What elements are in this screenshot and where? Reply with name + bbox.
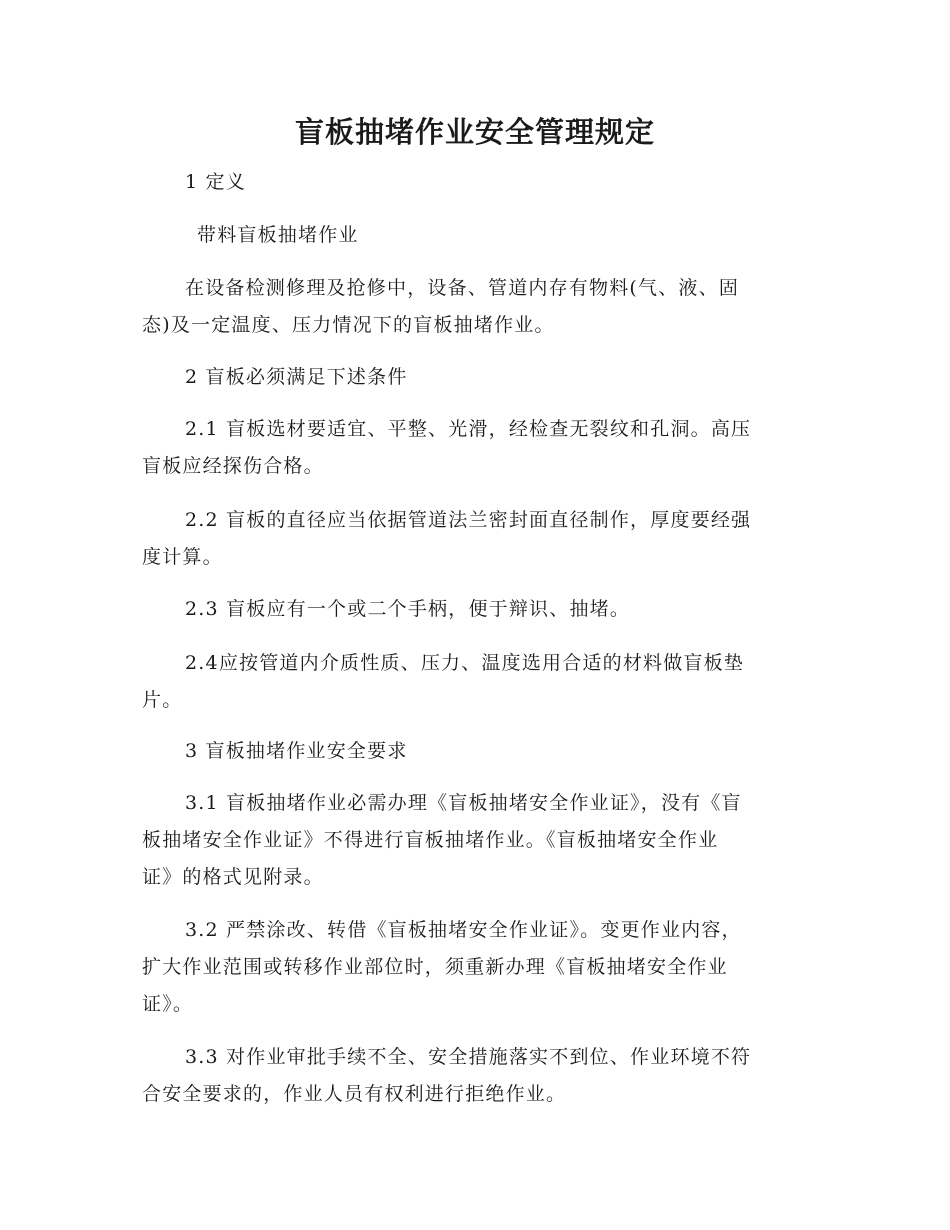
text-line: 合安全要求的，作业人员有权利进行拒绝作业。 (142, 1083, 567, 1105)
text-line: 片。 (142, 689, 183, 711)
text-line: 扩大作业范围或转移作业部位时，须重新办理《盲板抽堵安全作业 (142, 956, 728, 978)
clause-3-3 (142, 1039, 802, 1113)
clause-2-4 (142, 645, 802, 719)
text-line: 2.4应按管道内介质性质、压力、温度选用合适的材料做盲板垫 (185, 652, 745, 674)
text-line: 2.2 盲板的直径应当依据管道法兰密封面直径制作，厚度要经强 (185, 509, 752, 531)
text-line: 2.1 盲板选材要适宜、平整、光滑，经检查无裂纹和孔洞。高压 (185, 418, 752, 440)
text-line: 态)及一定温度、压力情况下的盲板抽堵作业。 (142, 314, 555, 336)
clause-2-3 (142, 591, 802, 628)
text-line: 带料盲板抽堵作业 (197, 224, 359, 246)
document-title: 盲板抽堵作业安全管理规定 (294, 115, 655, 149)
text-line: 2.3 盲板应有一个或二个手柄，便于辩识、抽堵。 (185, 598, 631, 620)
text-line: 证》。 (142, 993, 194, 1015)
text-line: 3.1 盲板抽堵作业必需办理《盲板抽堵安全作业证》，没有《盲 (185, 792, 742, 814)
section-heading-1 (142, 164, 802, 201)
text-line: 度计算。 (142, 546, 223, 568)
text-line: 3.3 对作业审批手续不全、安全措施落实不到位、作业环境不符 (185, 1046, 752, 1068)
definition-paragraph (142, 270, 802, 344)
text-line: 在设备检测修理及抢修中，设备、管道内存有物料(气、液、固 (185, 277, 740, 299)
text-line: 3 盲板抽堵作业安全要求 (185, 740, 408, 762)
subheading-definition (142, 217, 802, 254)
clause-2-2 (142, 502, 802, 576)
text-line: 3.2 严禁涂改、转借《盲板抽堵安全作业证》。变更作业内容， (185, 919, 742, 941)
text-line: 2 盲板必须满足下述条件 (185, 366, 408, 388)
clause-2-1 (142, 411, 802, 485)
section-heading-3 (142, 733, 802, 770)
clause-3-2 (142, 912, 802, 1023)
text-line: 1 定义 (185, 171, 246, 193)
clause-3-1 (142, 785, 802, 896)
text-line: 板抽堵安全作业证》不得进行盲板抽堵作业。《盲板抽堵安全作业 (142, 829, 719, 851)
section-heading-2 (142, 359, 802, 396)
text-line: 盲板应经探伤合格。 (142, 455, 324, 477)
text-line: 证》的格式见附录。 (142, 866, 324, 888)
